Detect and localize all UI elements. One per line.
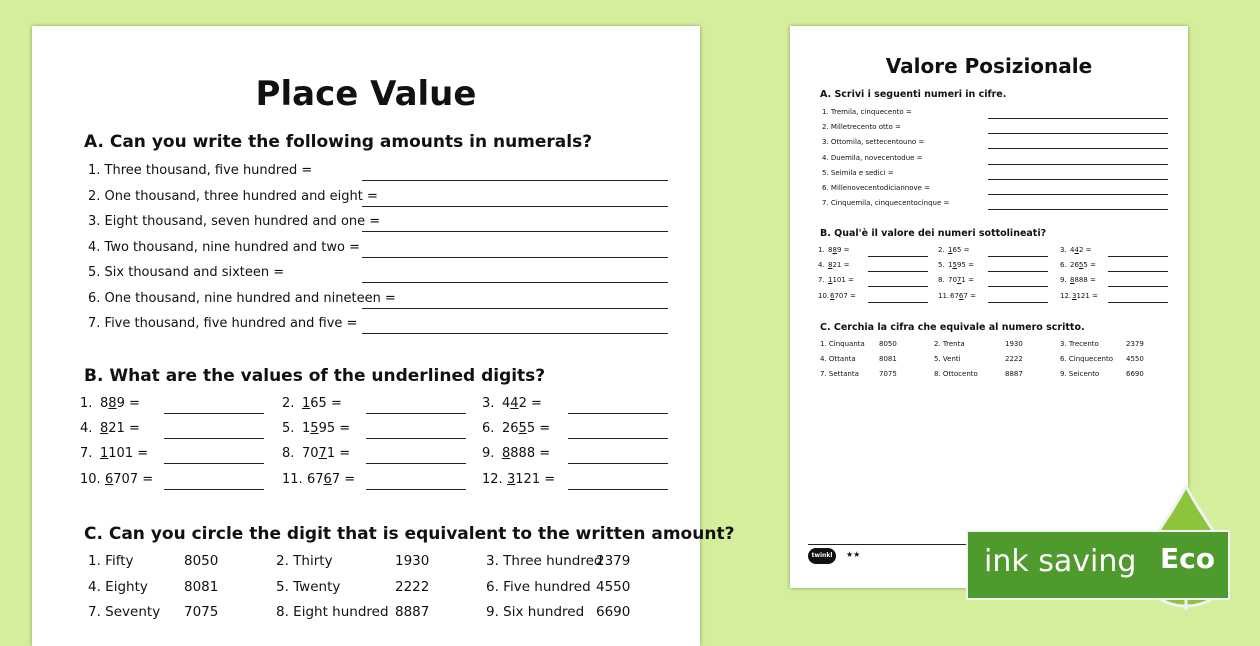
section-a-heading: A. Can you write the following amounts in numerals?: [84, 132, 593, 152]
item-number: 6.: [1060, 261, 1067, 270]
question-item: 2. Milletrecento otto =: [822, 123, 901, 132]
underline-question: [818, 276, 854, 284]
section-b-heading: B. What are the values of the underlined digits?: [84, 366, 546, 386]
underline-question: [818, 261, 849, 269]
question-item: 1. Three thousand, five hundred =: [88, 163, 313, 178]
question-item: 3. Eight thousand, seven hundred and one =: [88, 214, 381, 229]
answer-line: [362, 180, 668, 181]
underlined-digit: 5: [518, 421, 527, 437]
digits-after: 888 =: [1074, 276, 1096, 285]
underlined-digit: 1: [302, 396, 311, 411]
underlined-digit: 6: [830, 291, 835, 300]
worksheet-italian: [790, 26, 1188, 588]
answer-line: [362, 231, 668, 232]
item-number: 2.: [938, 246, 945, 254]
underline-question: [938, 292, 976, 300]
item-number: 9.: [1060, 276, 1067, 285]
item-number: 10.: [818, 291, 830, 300]
answer-line: [988, 133, 1168, 134]
item-number: 4.: [818, 261, 825, 270]
answer-line: [164, 489, 264, 490]
item-number: 4.: [80, 421, 93, 437]
digits-after: 1 =: [961, 276, 974, 285]
underlined-digit: 3: [507, 471, 516, 487]
digits-before: 4: [502, 396, 511, 411]
number-option: 6690: [1126, 370, 1144, 379]
digits-after: 95 =: [318, 421, 351, 437]
answer-line: [366, 463, 466, 464]
item-number: 8.: [282, 446, 295, 462]
digits-after: 65 =: [952, 246, 970, 254]
digits-after: 101 =: [108, 446, 149, 462]
written-amount: 3. Trecento: [1060, 340, 1099, 348]
answer-line: [366, 413, 466, 414]
digits-before: 67: [950, 291, 959, 300]
answer-line: [1108, 302, 1168, 303]
section-a-heading: A. Scrivi i seguenti numeri in cifre.: [820, 89, 1007, 100]
answer-line: [988, 256, 1048, 257]
item-number: 3.: [1060, 246, 1067, 254]
underline-question: [818, 292, 856, 300]
underlined-digit: 1: [100, 446, 109, 462]
digits-before: 1: [302, 421, 311, 437]
answer-line: [362, 333, 668, 334]
number-option: 7075: [879, 370, 897, 379]
underlined-digit: 3: [1072, 291, 1077, 300]
page-title: Place Value: [255, 74, 477, 114]
underline-question: [282, 472, 355, 487]
digits-before: 26: [502, 421, 519, 437]
item-number: 9.: [482, 446, 495, 462]
underlined-digit: 7: [956, 276, 962, 285]
digits-after: 1 =: [326, 446, 351, 462]
underline-question: [282, 446, 350, 461]
answer-line: [988, 286, 1048, 287]
underline-question: [1060, 246, 1091, 254]
underline-question: [80, 396, 140, 411]
underlined-digit: 8: [828, 261, 833, 270]
digits-after: 21 =: [832, 261, 850, 270]
answer-line: [988, 271, 1048, 272]
answer-line: [988, 118, 1168, 119]
digits-after: 7 =: [963, 291, 976, 300]
underline-question: [938, 276, 974, 284]
digits-after: 121 =: [515, 471, 556, 487]
answer-line: [164, 438, 264, 439]
answer-line: [988, 194, 1168, 195]
page-title: Valore Posizionale: [885, 54, 1093, 78]
question-item: 4. Two thousand, nine hundred and two =: [88, 239, 360, 255]
written-amount: 4. Eighty: [88, 578, 148, 595]
underlined-digit: 6: [958, 291, 964, 300]
answer-line: [366, 438, 466, 439]
item-number: 8.: [938, 276, 945, 285]
underlined-digit: 5: [310, 421, 319, 437]
written-amount: 9. Seicento: [1060, 370, 1100, 379]
digits-after: 9 =: [836, 246, 850, 254]
answer-line: [1108, 271, 1168, 272]
underlined-digit: 5: [1078, 261, 1084, 270]
eco-label: Eco: [1160, 542, 1215, 575]
digits-before: 67: [307, 471, 324, 487]
digits-before: 8: [100, 396, 109, 411]
answer-line: [362, 308, 668, 309]
underline-question: [80, 446, 148, 461]
number-option: 2379: [1126, 340, 1144, 348]
digits-before: 1: [948, 261, 953, 270]
answer-line: [568, 438, 668, 439]
star-rating: ★★: [846, 550, 861, 559]
digits-after: 121 =: [1076, 291, 1098, 300]
digits-after: 65 =: [310, 396, 342, 411]
number-option: 6690: [596, 604, 631, 620]
item-number: 6.: [482, 421, 495, 437]
underlined-digit: 8: [108, 396, 117, 411]
written-amount: 8. Ottocento: [934, 370, 978, 379]
underline-question: [1060, 261, 1096, 269]
question-item: 5. Six thousand and sixteen =: [88, 265, 285, 280]
item-number: 5.: [282, 421, 295, 437]
underline-question: [938, 246, 969, 254]
underline-question: [282, 421, 350, 436]
underline-question: [80, 472, 153, 487]
underlined-digit: 4: [1074, 246, 1079, 254]
answer-line: [568, 463, 668, 464]
section-c-heading: C. Can you circle the digit that is equivalent to the written amount?: [84, 524, 735, 544]
question-item: 4. Duemila, novecentodue =: [822, 153, 923, 162]
item-number: 7.: [818, 276, 825, 285]
question-item: 3. Ottomila, settecentouno =: [822, 138, 925, 147]
written-amount: 5. Venti: [934, 355, 961, 364]
digits-after: 21 =: [108, 421, 140, 437]
written-amount: 2. Thirty: [276, 553, 333, 569]
underlined-digit: 8: [832, 246, 837, 254]
item-number: 5.: [938, 261, 945, 270]
written-amount: 2. Trenta: [934, 340, 965, 348]
question-item: 6. Millenovecentodiciannove =: [822, 184, 931, 192]
number-option: 7075: [184, 604, 219, 620]
answer-line: [868, 271, 928, 272]
digits-before: 4: [1070, 246, 1075, 254]
digits-after: 7 =: [331, 471, 356, 487]
item-number: 1.: [80, 396, 93, 411]
underlined-digit: 1: [828, 276, 833, 285]
item-number: 12.: [482, 471, 503, 487]
question-item: 2. One thousand, three hundred and eight =: [88, 188, 378, 204]
digits-before: 70: [302, 446, 319, 462]
answer-line: [1108, 256, 1168, 257]
answer-line: [988, 302, 1048, 303]
number-option: 8050: [184, 553, 219, 569]
written-amount: 7. Settanta: [820, 370, 859, 379]
digits-after: 5 =: [526, 421, 551, 437]
digits-after: 2 =: [518, 396, 542, 411]
answer-line: [868, 286, 928, 287]
answer-line: [868, 302, 928, 303]
ink-saving-label: ink saving: [984, 544, 1137, 579]
underline-question: [482, 472, 555, 487]
written-amount: 8. Eight hundred: [276, 604, 389, 620]
item-number: 10.: [80, 471, 101, 487]
answer-line: [988, 179, 1168, 180]
underline-question: [1060, 276, 1096, 284]
digits-after: 888 =: [510, 446, 551, 462]
answer-line: [568, 489, 668, 490]
answer-line: [362, 206, 668, 207]
underlined-digit: 7: [318, 446, 327, 462]
digits-before: 26: [1070, 261, 1079, 270]
underline-question: [482, 396, 542, 411]
underlined-digit: 1: [948, 246, 953, 254]
written-amount: 3. Three hundred: [486, 553, 603, 569]
twinkl-logo: twinkl: [808, 548, 836, 564]
underlined-digit: 8: [100, 421, 109, 437]
answer-line: [568, 413, 668, 414]
item-number: 12.: [1060, 291, 1072, 300]
number-option: 2222: [395, 578, 430, 595]
item-number: 1.: [818, 246, 825, 254]
written-amount: 7. Seventy: [88, 604, 161, 620]
number-option: 1930: [395, 553, 430, 569]
written-amount: 1. Cinquanta: [820, 340, 865, 348]
number-option: 8887: [395, 604, 430, 620]
number-option: 8887: [1005, 370, 1023, 379]
number-option: 4550: [1126, 355, 1144, 364]
answer-line: [988, 148, 1168, 149]
digits-after: 9 =: [116, 396, 140, 411]
number-option: 8050: [879, 340, 897, 348]
number-option: 2379: [596, 553, 631, 569]
answer-line: [362, 282, 668, 283]
number-option: 8081: [184, 578, 219, 595]
section-b-heading: B. Qual'è il valore dei numeri sottolineati?: [820, 228, 1047, 239]
number-option: 8081: [879, 355, 897, 364]
answer-line: [366, 489, 466, 490]
item-number: 3.: [482, 396, 495, 411]
underline-question: [938, 261, 974, 269]
answer-line: [164, 413, 264, 414]
question-item: 6. One thousand, nine hundred and nineteen =: [88, 290, 396, 306]
underline-question: [1060, 292, 1098, 300]
underlined-digit: 8: [502, 446, 511, 462]
underline-question: [818, 246, 849, 254]
underlined-digit: 4: [510, 396, 519, 411]
answer-line: [868, 256, 928, 257]
answer-line: [164, 463, 264, 464]
written-amount: 9. Six hundred: [486, 604, 585, 620]
underline-question: [80, 421, 140, 436]
number-option: 4550: [596, 578, 631, 595]
digits-before: 8: [828, 246, 833, 254]
underlined-digit: 6: [105, 471, 114, 487]
written-amount: 6. Five hundred: [486, 578, 591, 595]
written-amount: 4. Ottanta: [820, 355, 856, 364]
item-number: 7.: [80, 446, 93, 462]
underlined-digit: 5: [952, 261, 957, 270]
section-c-heading: C. Cerchia la cifra che equivale al numero scritto.: [820, 322, 1085, 333]
answer-line: [1108, 286, 1168, 287]
answer-line: [988, 209, 1168, 210]
item-number: 11.: [938, 291, 950, 300]
question-item: 1. Tremila, cinquecento =: [822, 108, 912, 116]
number-option: 2222: [1005, 355, 1023, 364]
worksheet-english: [32, 26, 735, 646]
item-number: 2.: [282, 396, 295, 411]
digits-after: 95 =: [956, 261, 974, 270]
underlined-digit: 8: [1070, 276, 1075, 285]
question-item: 5. Seimila e sedici =: [822, 168, 894, 177]
digits-after: 707 =: [834, 291, 856, 300]
question-item: 7. Cinquemila, cinquecentocinque =: [822, 199, 950, 208]
digits-after: 707 =: [113, 471, 154, 487]
underlined-digit: 6: [323, 471, 332, 487]
underline-question: [482, 446, 550, 461]
underline-question: [482, 421, 550, 436]
number-option: 1930: [1005, 340, 1023, 348]
answer-line: [988, 164, 1168, 165]
answer-line: [362, 257, 668, 258]
digits-after: 101 =: [832, 276, 854, 285]
question-item: 7. Five thousand, five hundred and five =: [88, 316, 358, 331]
digits-after: 5 =: [1083, 261, 1096, 270]
underline-question: [282, 396, 342, 411]
digits-before: 70: [948, 276, 957, 285]
written-amount: 5. Twenty: [276, 578, 341, 595]
written-amount: 6. Cinquecento: [1060, 355, 1113, 364]
item-number: 11.: [282, 471, 303, 487]
written-amount: 1. Fifty: [88, 553, 134, 569]
digits-after: 2 =: [1078, 246, 1092, 254]
